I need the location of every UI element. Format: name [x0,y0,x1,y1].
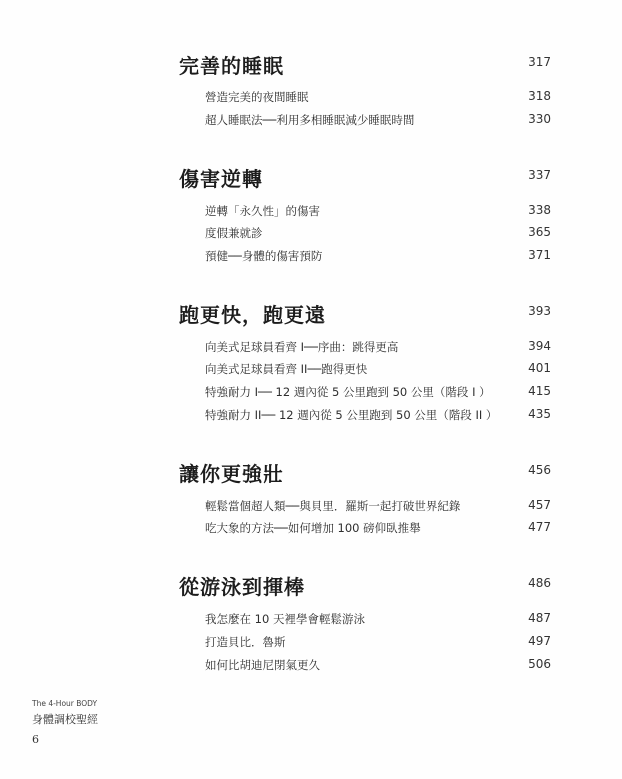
entry-title: 度假兼就診 [205,226,263,240]
toc-entry[interactable] [0,407,622,427]
section-heading[interactable] [0,458,622,486]
entry-page-number: 497 [528,634,551,648]
entry-title: 特強耐力 II── 12 週內從 5 公里跑到 50 公里（階段 II ） [205,408,498,422]
toc-entry[interactable] [0,657,622,677]
entry-page-number: 457 [528,498,551,512]
toc-entry[interactable] [0,89,622,109]
entry-page-number: 415 [528,384,551,398]
entry-page-number: 394 [528,339,551,353]
section-page-number: 337 [528,168,551,182]
entry-page-number: 330 [528,112,551,126]
toc-entry[interactable] [0,203,622,223]
section-title: 從游泳到揮棒 [179,575,305,599]
entry-page-number: 371 [528,248,551,262]
entry-page-number: 318 [528,89,551,103]
section-heading[interactable] [0,163,622,191]
entry-page-number: 477 [528,520,551,534]
toc-entry[interactable] [0,361,622,381]
entry-title: 逆轉「永久性」的傷害 [205,204,320,218]
page-number: 6 [32,733,39,746]
section-title: 讓你更強壯 [179,462,284,486]
entry-title: 向美式足球員看齊 II──跑得更快 [205,362,368,376]
entry-title: 預健──身體的傷害預防 [205,249,323,263]
section-page-number: 317 [528,55,551,69]
section-title: 跑更快，跑更遠 [179,303,326,327]
book-title-chinese: 身體調校聖經 [32,713,98,726]
entry-title: 我怎麼在 10 天裡學會輕鬆游泳 [205,612,365,626]
section-heading[interactable] [0,571,622,599]
entry-title: 超人睡眠法──利用多相睡眠減少睡眠時間 [205,113,415,127]
entry-title: 吃大象的方法──如何增加 100 磅仰臥推舉 [205,521,421,535]
entry-page-number: 487 [528,611,551,625]
toc-entry[interactable] [0,384,622,404]
toc-entry[interactable] [0,498,622,518]
section-title: 完善的睡眠 [179,54,284,78]
entry-title: 輕鬆當個超人類──與貝里．羅斯一起打破世界紀錄 [205,499,461,513]
section-heading[interactable] [0,50,622,78]
section-page-number: 486 [528,576,551,590]
toc-entry[interactable] [0,248,622,268]
toc-entry[interactable] [0,634,622,654]
entry-title: 如何比胡迪尼閉氣更久 [205,658,320,672]
section-page-number: 456 [528,463,551,477]
entry-title: 打造貝比．魯斯 [205,635,286,649]
book-title-english: The 4-Hour BODY [32,699,98,708]
toc-entry[interactable] [0,225,622,245]
entry-title: 特強耐力 I── 12 週內從 5 公里跑到 50 公里（階段 I ） [205,385,491,399]
toc-entry[interactable] [0,339,622,359]
entry-page-number: 338 [528,203,551,217]
entry-page-number: 435 [528,407,551,421]
entry-title: 向美式足球員看齊 I──序曲：跳得更高 [205,340,399,354]
section-page-number: 393 [528,304,551,318]
toc-entry[interactable] [0,611,622,631]
entry-title: 營造完美的夜間睡眠 [205,90,309,104]
entry-page-number: 401 [528,361,551,375]
section-title: 傷害逆轉 [179,167,263,191]
section-heading[interactable] [0,299,622,327]
entry-page-number: 506 [528,657,551,671]
toc-entry[interactable] [0,112,622,132]
entry-page-number: 365 [528,225,551,239]
toc-entry[interactable] [0,520,622,540]
